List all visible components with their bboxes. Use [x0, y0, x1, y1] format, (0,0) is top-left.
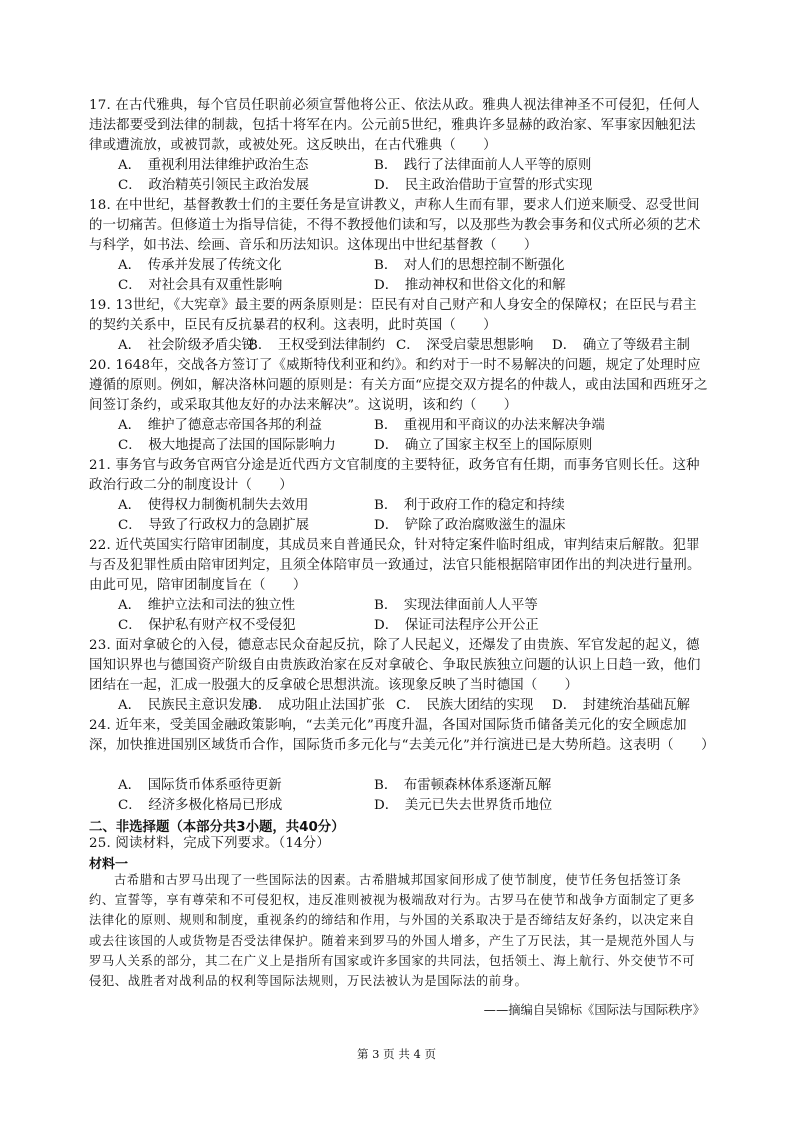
- option-c: C． 导致了行政权力的急剧扩展: [118, 518, 310, 533]
- question-19-options: [118, 336, 718, 356]
- option-a: A． 维护立法和司法的独立性: [118, 598, 296, 613]
- material-text: 古希腊和古罗马出现了一些国际法的因素。古希腊城邦国家间形成了使节制度，使节任务包括签订条约、宣誓等，享有尊荣和不可侵犯权，违反准则被视为极端敌对行为。古罗马在使节和战争方面制定了更多法律化的原则、规则和制度，重视条约的缔结和作用，与外国的关系取决于是否缔结友好条约，以决定来自或去往该国的人或货物是否受法律保护。随着来到罗马的外国人增多，产生了万民法，其一是规范外国人与罗马人关系的部分，其二在广义上是指所有国家或许多国家的共同法，包括领土、海上航行、外交使节不可侵犯、战胜者对战利品的权利等国际法规则，万民法被认为是国际法的前身。: [89, 873, 696, 989]
- option-a: A． 使得权力制衡机制失去效用: [118, 498, 309, 513]
- option-c: C． 经济多极化格局已形成: [118, 798, 283, 813]
- question-stem: 20. 1648年，交战各方签订了《威斯特伐利亚和约》。和约对于一时不易解决的问题，规定了处理时应遵循的原则。例如，解决洛林问题的原则是：有关方面“应提交双方提名的仲裁人，或由法国和西班牙之间签订条约，或采取其他友好的办法来解决”。这说明，该和约（ ）: [89, 358, 708, 413]
- material-source: ——摘编自吴锦标《国际法与国际秩序》: [483, 1003, 705, 1017]
- question-stem: 24. 近年来，受美国金融政策影响，“去美元化”再度升温，各国对国际货币储备美元化的安全顾虑加深，加快推进国别区域货币合作，国际货币多元化与“去美元化”并行演进已是大势所趋。这表明（ ）: [89, 718, 715, 753]
- question-24: [89, 716, 715, 756]
- material-title: 材料一: [89, 857, 129, 872]
- question-22-options: [118, 596, 718, 636]
- question-20: [89, 356, 709, 416]
- option-a: A． 维护了德意志帝国各邦的利益: [118, 418, 322, 433]
- question-23-options: [118, 696, 718, 716]
- question-stem: 17. 在古代雅典，每个官员任职前必须宣誓他将公正、依法从政。雅典人视法律神圣不可侵犯，任何人违法都要受到法律的制裁，包括十将军在内。公元前5世纪，雅典许多显赫的政治家、军事家因触犯法律或遭流放，或被罚款，或被处死。这反映出，在古代雅典（ ）: [89, 98, 700, 153]
- option-d: D． 确立了国家主权至上的国际原则: [374, 438, 593, 453]
- option-d: D． 推动神权和世俗文化的和解: [374, 278, 566, 293]
- option-a: A． 重视利用法律维护政治生态: [118, 158, 309, 173]
- question-25: [89, 834, 709, 854]
- option-b: B． 利于政府工作的稳定和持续: [374, 498, 565, 513]
- option-c: C． 政治精英引领民主政治发展: [118, 178, 310, 193]
- option-c: C． 对社会具有双重性影响: [118, 278, 283, 293]
- question-18-options: [118, 256, 718, 296]
- option-d: D． 铲除了政治腐败滋生的温床: [374, 518, 566, 533]
- question-17: [89, 96, 709, 156]
- option-b: B． 实现法律面前人人平等: [374, 598, 538, 613]
- option-d: D． 民主政治借助于宣誓的形式实现: [374, 178, 593, 193]
- question-17-options: [118, 156, 718, 196]
- question-stem: 18. 在中世纪，基督教教士们的主要任务是宣讲教义，声称人生而有罪，要求人们逆来顺受、忍受世间的一切痛苦。但修道士为指导信徒，不得不教授他们读和写，以及那些为教会事务和仪式所必须的艺术与科学，如书法、绘画、音乐和历法知识。这体现出中世纪基督教（ ）: [89, 198, 701, 253]
- option-b: B． 布雷顿森林体系逐渐瓦解: [374, 778, 552, 793]
- question-stem: 19. 13世纪，《大宪章》最主要的两条原则是：臣民有对自己财产和人身安全的保障权；在臣民与君主的契约关系中，臣民有反抗暴君的权利。这表明，此时英国（ ）: [89, 298, 697, 333]
- option-a: A． 民族民主意识发展: [118, 698, 255, 713]
- option-c: C． 保护私有财产权不受侵犯: [118, 618, 296, 633]
- question-stem: 22. 近代英国实行陪审团制度，其成员来自普通民众，针对特定案件临时组成，审判结束后解散。犯罪与否及犯罪性质由陪审团判定，且须全体陪审员一致通过，法官只能根据陪审团作出的判决进行量刑。由此可见，陪审团制度旨在（ ）: [89, 538, 701, 593]
- question-18: [89, 196, 709, 256]
- question-stem: 21. 事务官与政务官两官分途是近代西方文官制度的主要特征，政务官有任期，而事务官则长任。这种政治行政二分的制度设计（ ）: [89, 458, 700, 493]
- option-a: A． 社会阶级矛盾尖锐: [118, 338, 255, 353]
- option-b: B． 践行了法律面前人人平等的原则: [374, 158, 592, 173]
- question-22: [89, 536, 709, 596]
- option-b: B． 重视用和平商议的办法来解决争端: [374, 418, 605, 433]
- question-24-options: [118, 776, 718, 816]
- question-stem: 25. 阅读材料，完成下列要求。（14分）: [89, 836, 330, 851]
- page-footer: 第 3 页 共 4 页: [357, 1047, 436, 1061]
- option-b: B． 王权受到法律制约: [248, 338, 386, 353]
- option-a: A． 传承并发展了传统文化: [118, 258, 282, 273]
- option-d: D． 封建统治基础瓦解: [552, 698, 690, 713]
- option-b: B． 对人们的思想控制不断强化: [374, 258, 565, 273]
- question-23: [89, 636, 709, 696]
- option-d: D． 保证司法程序公开公正: [374, 618, 539, 633]
- question-20-options: [118, 416, 718, 456]
- question-stem: 23. 面对拿破仑的入侵，德意志民众奋起反抗，除了人民起义，还爆发了由贵族、军官发起的起义，德国知识界也与德国资产阶级自由贵族政治家在反对拿破仑、争取民族独立问题的认识上日趋一致，他们团结在一起，汇成一股强大的反拿破仑思想洪流。该现象反映了当时德国（ ）: [89, 638, 701, 693]
- question-19: [89, 296, 709, 336]
- section-heading: 二、非选择题（本部分共3小题，共40分）: [89, 820, 345, 835]
- question-21-options: [118, 496, 718, 536]
- option-c: C． 深受启蒙思想影响: [396, 338, 534, 353]
- option-c: C． 极大地提高了法国的国际影响力: [118, 438, 336, 453]
- question-21: [89, 456, 709, 496]
- option-d: D． 确立了等级君主制: [552, 338, 690, 353]
- option-b: B． 成功阻止法国扩张: [248, 698, 386, 713]
- option-c: C． 民族大团结的实现: [396, 698, 534, 713]
- option-a: A． 国际货币体系亟待更新: [118, 778, 282, 793]
- option-d: D． 美元已失去世界货币地位: [374, 798, 553, 813]
